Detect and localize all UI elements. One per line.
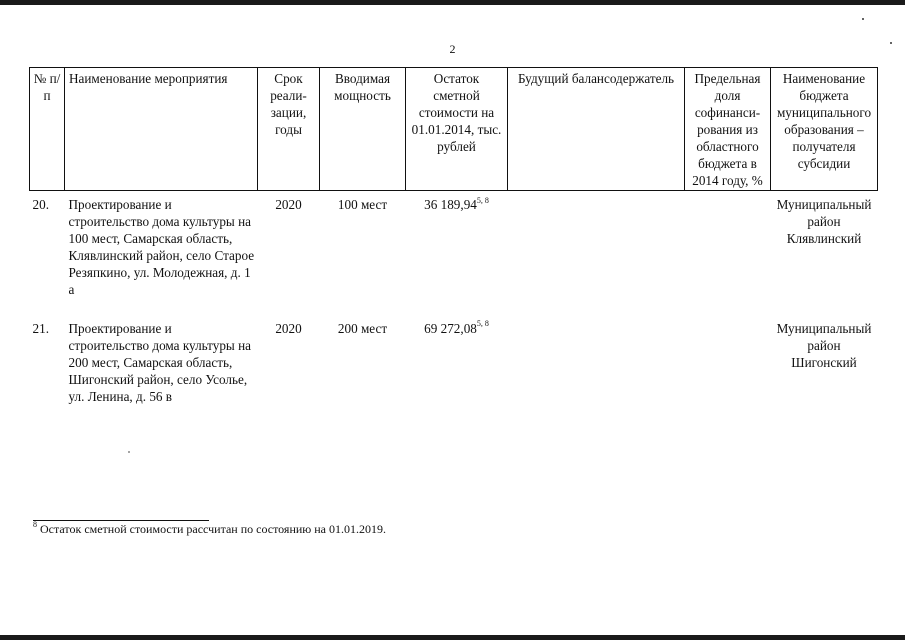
row-remainder: 69 272,08	[424, 320, 477, 336]
row-holder	[508, 191, 685, 315]
row-num: 21.	[32, 320, 49, 336]
row-share	[685, 191, 771, 315]
header-holder: Будущий балансодержатель	[508, 68, 685, 191]
row-holder	[508, 315, 685, 405]
row-num: 20.	[32, 197, 49, 212]
scan-edge-bottom	[0, 635, 905, 640]
row-term: 2020	[275, 197, 302, 212]
scan-edge-top	[0, 0, 905, 5]
row-name: Проектирование и строительство дома культуры на 100 мест, Самарская область, Клявлинский район, село Старое Резяпкино, ул. Молодежная, д. 1 а	[68, 197, 255, 297]
footnote-marker: 8	[33, 520, 37, 529]
header-capacity: Вводимая мощность	[320, 68, 406, 191]
row-remainder-cell	[406, 315, 508, 405]
header-num: № п/п	[30, 68, 65, 191]
header-share: Предельная доля софинанси-рования из областного бюджета в 2014 году, %	[685, 68, 771, 191]
row-budget: Муниципальный район Шигонский	[776, 320, 872, 370]
row-remainder-note: 5, 8	[476, 195, 489, 205]
scan-speck	[862, 18, 864, 20]
row-remainder: 36 189,94	[424, 197, 477, 212]
footnote	[33, 522, 386, 537]
footnote-separator	[33, 520, 209, 521]
footnote-text: Остаток сметной стоимости рассчитан по состоянию на 01.01.2019.	[40, 522, 387, 536]
table-row	[30, 191, 878, 315]
scan-speck	[128, 451, 130, 453]
table-header-row	[30, 68, 878, 191]
row-capacity: 100 мест	[337, 197, 388, 212]
measures-table	[29, 67, 878, 405]
row-remainder-cell	[406, 191, 508, 315]
row-capacity: 200 мест	[337, 320, 388, 336]
row-budget: Муниципальный район Клявлинский	[776, 197, 872, 246]
row-term: 2020	[275, 320, 302, 336]
page-number: 2	[449, 42, 456, 56]
table-row	[30, 315, 878, 405]
header-name: Наименование мероприятия	[65, 68, 258, 191]
row-remainder-note: 5, 8	[476, 319, 489, 329]
row-name: Проектирование и строительство дома культуры на 200 мест, Самарская область, Шигонский район, село Усолье, ул. Ленина, д. 56 в	[68, 320, 252, 404]
row-share	[685, 315, 771, 405]
header-budget: Наименование бюджета муниципального образования – получателя субсидии	[771, 68, 878, 191]
header-remainder: Остаток сметной стоимости на 01.01.2014, тыс. рублей	[406, 68, 508, 191]
header-term: Срок реали-зации, годы	[258, 68, 320, 191]
